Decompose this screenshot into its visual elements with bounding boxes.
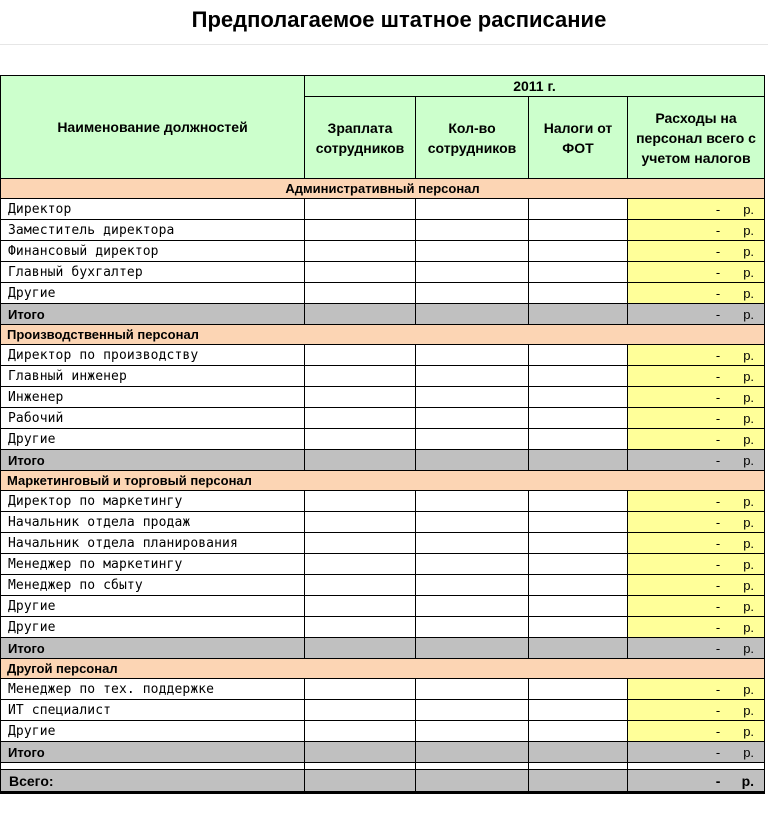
cost-cell[interactable] — [628, 679, 765, 700]
taxes-cell[interactable] — [529, 491, 628, 512]
position-name[interactable]: Другие — [1, 596, 305, 617]
total-label: Итого — [1, 304, 305, 325]
section-title: Другой персонал — [1, 659, 765, 679]
position-name[interactable]: Менеджер по сбыту — [1, 575, 305, 596]
cost-cell[interactable] — [628, 700, 765, 721]
salary-cell[interactable] — [305, 512, 416, 533]
cost-cell[interactable] — [628, 638, 765, 659]
table-row — [1, 700, 765, 721]
taxes-cell[interactable] — [529, 429, 628, 450]
header-count: Кол-во сотрудников — [416, 97, 529, 179]
cost-currency: р. — [743, 389, 755, 405]
spacer-cell — [305, 763, 416, 770]
table-row — [1, 533, 765, 554]
staff-table — [0, 75, 765, 794]
taxes-cell[interactable] — [529, 408, 628, 429]
cost-currency: р. — [743, 285, 755, 301]
table-row — [1, 220, 765, 241]
total-row — [1, 638, 765, 659]
position-name[interactable]: Директор по производству — [1, 345, 305, 366]
total-taxes-cell[interactable] — [529, 450, 628, 471]
count-cell[interactable] — [416, 408, 529, 429]
cost-currency: р. — [743, 264, 755, 280]
table-row — [1, 679, 765, 700]
taxes-cell[interactable] — [529, 554, 628, 575]
taxes-cell[interactable] — [529, 199, 628, 220]
count-cell[interactable] — [416, 575, 529, 596]
taxes-cell[interactable] — [529, 512, 628, 533]
count-cell[interactable] — [416, 617, 529, 638]
cost-dash: - — [715, 389, 721, 405]
cost-dash: - — [715, 222, 721, 238]
salary-cell[interactable] — [305, 491, 416, 512]
total-salary-cell[interactable] — [305, 450, 416, 471]
count-cell[interactable] — [416, 283, 529, 304]
cost-dash: - — [715, 577, 721, 593]
taxes-cell[interactable] — [529, 366, 628, 387]
cost-currency: р. — [743, 744, 755, 760]
table-row — [1, 575, 765, 596]
cost-dash: - — [715, 452, 721, 468]
position-name[interactable]: Менеджер по тех. поддержке — [1, 679, 305, 700]
total-taxes-cell[interactable] — [529, 304, 628, 325]
salary-cell[interactable] — [305, 262, 416, 283]
cost-cell[interactable] — [628, 366, 765, 387]
cost-currency: р. — [743, 243, 755, 259]
cost-currency: р. — [743, 556, 755, 572]
cost-cell[interactable] — [628, 304, 765, 325]
cost-cell[interactable] — [628, 199, 765, 220]
position-name[interactable]: Другие — [1, 429, 305, 450]
position-name[interactable]: Инженер — [1, 387, 305, 408]
table-row — [1, 241, 765, 262]
position-name[interactable]: Заместитель директора — [1, 220, 305, 241]
position-name[interactable]: Директор по маркетингу — [1, 491, 305, 512]
cost-dash: - — [715, 493, 721, 509]
table-row — [1, 429, 765, 450]
taxes-cell[interactable] — [529, 700, 628, 721]
position-name[interactable]: Главный бухгалтер — [1, 262, 305, 283]
salary-cell[interactable] — [305, 408, 416, 429]
cost-cell[interactable] — [628, 512, 765, 533]
table-row — [1, 262, 765, 283]
cost-dash: - — [715, 598, 721, 614]
total-label: Итого — [1, 742, 305, 763]
position-name[interactable]: Финансовый директор — [1, 241, 305, 262]
table-row — [1, 387, 765, 408]
cost-currency: р. — [743, 201, 755, 217]
cost-cell[interactable] — [628, 491, 765, 512]
cost-cell[interactable] — [628, 283, 765, 304]
count-cell[interactable] — [416, 679, 529, 700]
cost-dash: - — [715, 347, 721, 363]
table-row — [1, 596, 765, 617]
cost-currency: р. — [743, 514, 755, 530]
position-name[interactable]: Другие — [1, 617, 305, 638]
cost-currency: р. — [743, 222, 755, 238]
grand-taxes-cell[interactable] — [529, 770, 628, 793]
total-salary-cell[interactable] — [305, 742, 416, 763]
section-title: Административный персонал — [1, 179, 765, 199]
spacer-cell — [1, 763, 305, 770]
cost-currency: р. — [741, 772, 755, 789]
taxes-cell[interactable] — [529, 596, 628, 617]
cost-currency: р. — [743, 535, 755, 551]
count-cell[interactable] — [416, 366, 529, 387]
salary-cell[interactable] — [305, 345, 416, 366]
cost-currency: р. — [743, 619, 755, 635]
total-taxes-cell[interactable] — [529, 742, 628, 763]
cost-cell[interactable] — [628, 220, 765, 241]
cost-dash: - — [715, 681, 721, 697]
header-taxes: Налоги от ФОТ — [529, 97, 628, 179]
cost-dash: - — [715, 744, 721, 760]
count-cell[interactable] — [416, 491, 529, 512]
taxes-cell[interactable] — [529, 345, 628, 366]
table-row — [1, 491, 765, 512]
cost-dash: - — [715, 619, 721, 635]
count-cell[interactable] — [416, 700, 529, 721]
count-cell[interactable] — [416, 220, 529, 241]
cost-dash: - — [715, 431, 721, 447]
cost-currency: р. — [743, 452, 755, 468]
cost-currency: р. — [743, 493, 755, 509]
cost-currency: р. — [743, 640, 755, 656]
cost-cell[interactable] — [628, 533, 765, 554]
table-row — [1, 408, 765, 429]
grand-total-label: Всего: — [1, 770, 305, 793]
salary-cell[interactable] — [305, 617, 416, 638]
cost-currency: р. — [743, 306, 755, 322]
cost-cell[interactable] — [628, 554, 765, 575]
count-cell[interactable] — [416, 429, 529, 450]
salary-cell[interactable] — [305, 554, 416, 575]
page-title: Предполагаемое штатное расписание — [191, 7, 607, 32]
section-title: Производственный персонал — [1, 325, 765, 345]
cost-currency: р. — [743, 368, 755, 384]
title-bar — [0, 0, 768, 40]
grand-total-row — [1, 770, 765, 793]
salary-cell[interactable] — [305, 700, 416, 721]
cost-currency: р. — [743, 347, 755, 363]
taxes-cell[interactable] — [529, 387, 628, 408]
section-title: Маркетинговый и торговый персонал — [1, 471, 765, 491]
total-count-cell[interactable] — [416, 304, 529, 325]
cost-cell[interactable] — [628, 241, 765, 262]
salary-cell[interactable] — [305, 220, 416, 241]
total-count-cell[interactable] — [416, 742, 529, 763]
salary-cell[interactable] — [305, 199, 416, 220]
cost-cell[interactable] — [628, 262, 765, 283]
cost-currency: р. — [743, 598, 755, 614]
cost-dash: - — [715, 514, 721, 530]
salary-cell[interactable] — [305, 679, 416, 700]
spacer-cell — [416, 763, 529, 770]
count-cell[interactable] — [416, 199, 529, 220]
total-count-cell[interactable] — [416, 638, 529, 659]
cost-dash: - — [715, 535, 721, 551]
position-name[interactable]: Главный инженер — [1, 366, 305, 387]
salary-cell[interactable] — [305, 575, 416, 596]
cost-dash: - — [715, 201, 721, 217]
count-cell[interactable] — [416, 262, 529, 283]
count-cell[interactable] — [416, 596, 529, 617]
count-cell[interactable] — [416, 512, 529, 533]
taxes-cell[interactable] — [529, 679, 628, 700]
taxes-cell[interactable] — [529, 262, 628, 283]
cost-currency: р. — [743, 702, 755, 718]
cost-currency: р. — [743, 410, 755, 426]
salary-cell[interactable] — [305, 429, 416, 450]
spacer-cell — [529, 763, 628, 770]
position-name[interactable]: ИТ специалист — [1, 700, 305, 721]
count-cell[interactable] — [416, 345, 529, 366]
cost-cell[interactable] — [628, 721, 765, 742]
cost-cell[interactable] — [628, 387, 765, 408]
salary-cell[interactable] — [305, 387, 416, 408]
cost-dash: - — [715, 640, 721, 656]
table-row — [1, 283, 765, 304]
cost-dash: - — [715, 410, 721, 426]
cost-cell[interactable] — [628, 450, 765, 471]
cost-cell[interactable] — [628, 742, 765, 763]
total-row — [1, 304, 765, 325]
cost-cell[interactable] — [628, 596, 765, 617]
table-row — [1, 199, 765, 220]
cost-cell[interactable] — [628, 429, 765, 450]
table-row — [1, 345, 765, 366]
total-salary-cell[interactable] — [305, 304, 416, 325]
cost-dash: - — [715, 285, 721, 301]
position-name[interactable]: Начальник отдела планирования — [1, 533, 305, 554]
taxes-cell[interactable] — [529, 617, 628, 638]
table-row — [1, 512, 765, 533]
cost-dash: - — [715, 723, 721, 739]
cost-currency: р. — [743, 681, 755, 697]
cost-dash: - — [715, 264, 721, 280]
taxes-cell[interactable] — [529, 220, 628, 241]
spacer-cell — [628, 763, 765, 770]
header-salary: Зраплата сотрудников — [305, 97, 416, 179]
total-row — [1, 450, 765, 471]
header-costs: Расходы на персонал всего с учетом налогов — [628, 97, 765, 179]
cost-dash: - — [715, 368, 721, 384]
count-cell[interactable] — [416, 533, 529, 554]
salary-cell[interactable] — [305, 721, 416, 742]
table-row — [1, 617, 765, 638]
total-label: Итого — [1, 450, 305, 471]
total-row — [1, 742, 765, 763]
cost-cell[interactable] — [628, 575, 765, 596]
count-cell[interactable] — [416, 241, 529, 262]
cost-dash: - — [715, 556, 721, 572]
cost-dash: - — [715, 702, 721, 718]
taxes-cell[interactable] — [529, 241, 628, 262]
total-salary-cell[interactable] — [305, 638, 416, 659]
position-name[interactable]: Директор — [1, 199, 305, 220]
table-row — [1, 721, 765, 742]
title-divider — [0, 44, 768, 45]
cost-currency: р. — [743, 431, 755, 447]
cost-currency: р. — [743, 723, 755, 739]
taxes-cell[interactable] — [529, 575, 628, 596]
total-count-cell[interactable] — [416, 450, 529, 471]
taxes-cell[interactable] — [529, 533, 628, 554]
cost-dash: - — [715, 306, 721, 322]
grand-salary-cell[interactable] — [305, 770, 416, 793]
cost-cell[interactable] — [628, 408, 765, 429]
spacer-row — [1, 763, 765, 770]
position-name[interactable]: Другие — [1, 721, 305, 742]
salary-cell[interactable] — [305, 366, 416, 387]
position-name[interactable]: Менеджер по маркетингу — [1, 554, 305, 575]
table-row — [1, 366, 765, 387]
position-name[interactable]: Рабочий — [1, 408, 305, 429]
taxes-cell[interactable] — [529, 721, 628, 742]
table-row — [1, 554, 765, 575]
cost-cell[interactable] — [628, 345, 765, 366]
count-cell[interactable] — [416, 387, 529, 408]
total-label: Итого — [1, 638, 305, 659]
grand-count-cell[interactable] — [416, 770, 529, 793]
position-name[interactable]: Другие — [1, 283, 305, 304]
salary-cell[interactable] — [305, 533, 416, 554]
taxes-cell[interactable] — [529, 283, 628, 304]
header-year: 2011 г. — [305, 76, 765, 97]
salary-cell[interactable] — [305, 241, 416, 262]
position-name[interactable]: Начальник отдела продаж — [1, 512, 305, 533]
cost-cell[interactable] — [628, 617, 765, 638]
count-cell[interactable] — [416, 554, 529, 575]
salary-cell[interactable] — [305, 596, 416, 617]
cost-dash: - — [715, 772, 721, 789]
header-position-name: Наименование должностей — [1, 76, 305, 179]
count-cell[interactable] — [416, 721, 529, 742]
cost-cell[interactable] — [628, 770, 765, 793]
salary-cell[interactable] — [305, 283, 416, 304]
cost-dash: - — [715, 243, 721, 259]
total-taxes-cell[interactable] — [529, 638, 628, 659]
cost-currency: р. — [743, 577, 755, 593]
